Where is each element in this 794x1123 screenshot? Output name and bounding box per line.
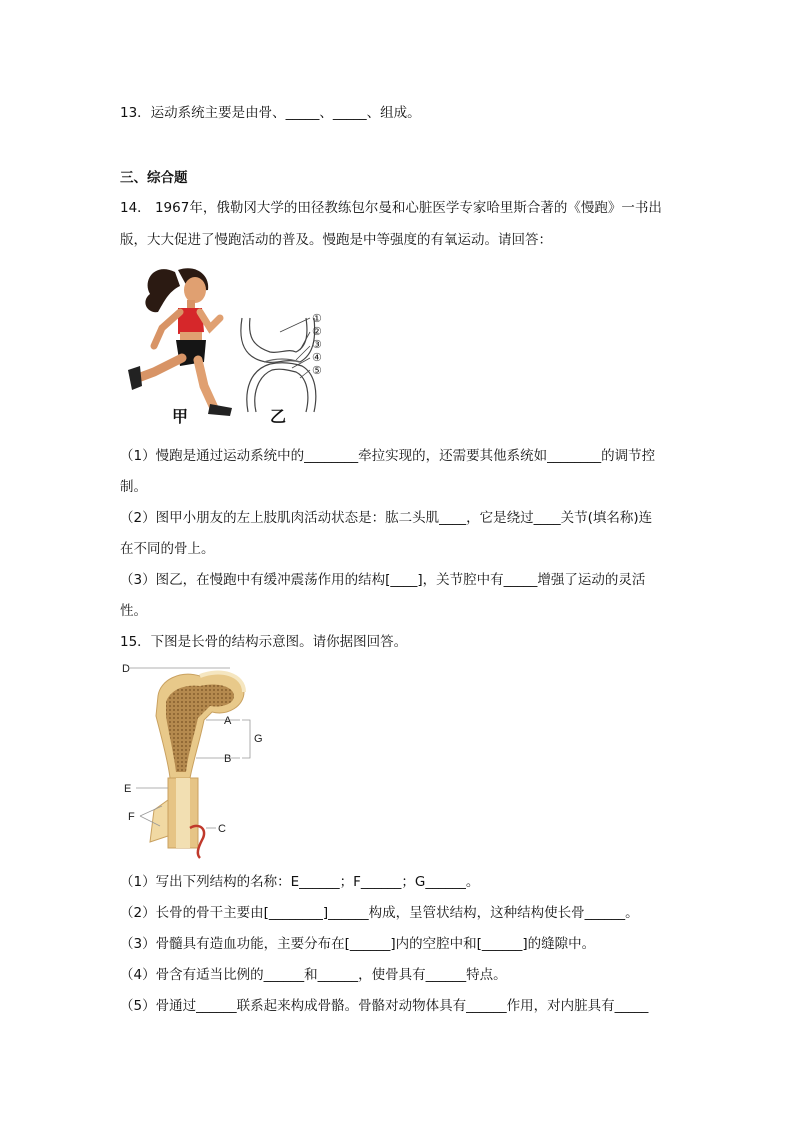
question-13: 13．运动系统主要是由骨、_____、_____、组成。 — [120, 105, 421, 121]
question-15-part1: （1）写出下列结构的名称：E______；F______；G______。 — [120, 874, 480, 890]
question-14-part3-line1: （3）图乙，在慢跑中有缓冲震荡作用的结构[____]，关节腔中有_____增强了运动的灵活 — [120, 572, 646, 588]
question-15-part5: （5）骨通过______联系起来构成骨骼。骨骼对动物体具有______作用，对内脏具有_____ — [120, 998, 649, 1014]
knee-label-5: ⑤ — [312, 365, 322, 377]
bone-label-B: B — [224, 753, 232, 765]
section-heading: 三、综合题 — [120, 170, 188, 186]
knee-label-1: ① — [312, 313, 322, 325]
bone-label-G: G — [254, 733, 263, 745]
bone-label-D: D — [122, 663, 130, 675]
question-14-part2-line1: （2）图甲小朋友的左上肢肌肉活动状态是：肱二头肌____，它是绕过____关节(填名称)连 — [120, 510, 653, 526]
question-15: 15．下图是长骨的结构示意图。请你据图回答。 — [120, 634, 408, 650]
knee-label-2: ② — [312, 326, 322, 338]
figure-14 — [120, 262, 340, 427]
bone-label-A: A — [224, 715, 232, 727]
bone-label-E: E — [124, 783, 132, 795]
knee-joint-diagram — [241, 318, 316, 412]
figure-caption-yi: 乙 — [270, 407, 287, 426]
question-15-part3: （3）骨髓具有造血功能，主要分布在[______]内的空腔中和[______]的缝隙中。 — [120, 936, 596, 952]
question-15-part4: （4）骨含有适当比例的______和______，使骨具有______特点。 — [120, 967, 507, 983]
long-bone-illustration — [130, 668, 250, 858]
bone-label-C: C — [218, 823, 226, 835]
question-14-part2-line2: 在不同的骨上。 — [120, 541, 215, 557]
question-14-part1-line1: （1）慢跑是通过运动系统中的________牵拉实现的，还需要其他系统如________的调节控 — [120, 448, 656, 464]
question-14-line2: 版，大大促进了慢跑活动的普及。慢跑是中等强度的有氧运动。请回答： — [120, 232, 552, 248]
knee-label-4: ④ — [312, 352, 322, 364]
figure-caption-jia: 甲 — [172, 407, 189, 426]
question-14-line1: 14． 1967年，俄勒冈大学的田径教练包尔曼和心脏医学专家哈里斯合著的《慢跑》一书出 — [120, 200, 662, 216]
question-14-part3-line2: 性。 — [120, 603, 147, 619]
knee-label-3: ③ — [312, 339, 322, 351]
question-14-part1-line2: 制。 — [120, 479, 147, 495]
figure-15-long-bone — [120, 660, 270, 860]
question-15-part2: （2）长骨的骨干主要由[________]______构成，呈管状结构，这种结构使长骨______。 — [120, 905, 639, 921]
bone-label-F: F — [128, 811, 135, 823]
runner-girl-illustration — [128, 268, 232, 416]
